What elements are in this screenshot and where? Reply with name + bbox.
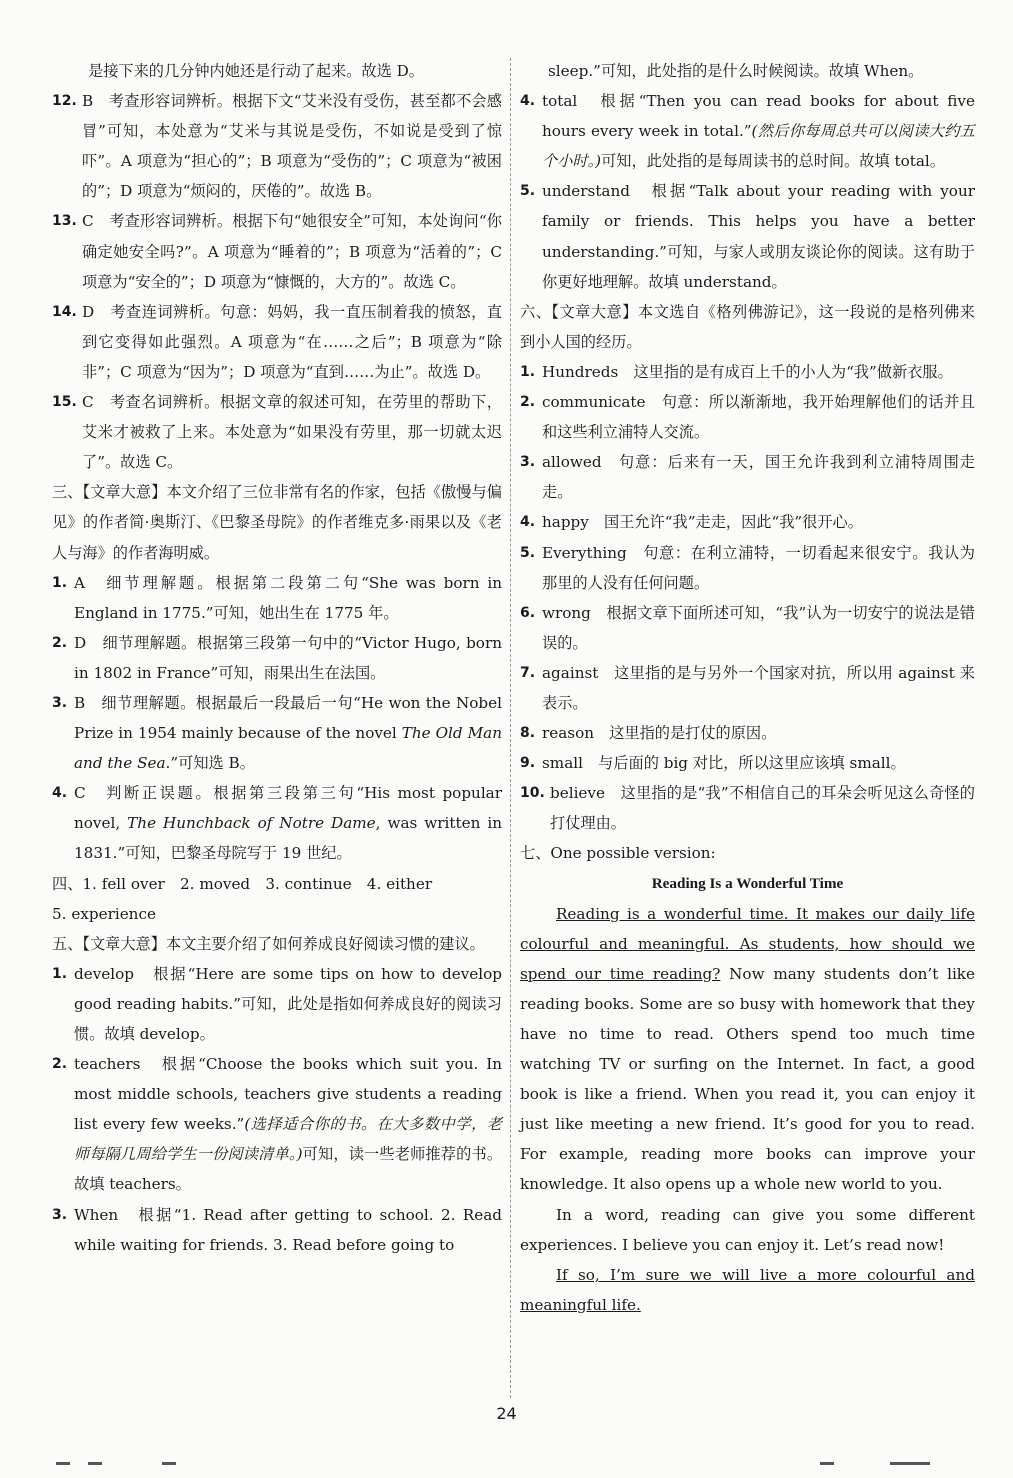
footer-mark <box>890 1462 930 1465</box>
essay-title: Reading Is a Wonderful Time <box>651 874 844 892</box>
s6-answer-4: 4. happy 国王允许“我”走走，因此“我”很开心。 <box>520 513 863 532</box>
answer-12: 12. B 考查形容词辨析。根据下文“艾米没有受伤，甚至都不会感冒”可知，本处意为“艾米与其说是受伤，不如说是受到了惊吓”。A 项意为“担心的”；B 项意为“受伤的”；C 项意为“被困的”；D 项意为“烦闷的，厌倦的”。故选 B。 <box>52 92 502 201</box>
s3-answer-4: 4. C 判断正误题。根据第三段第三句“His most popular novel, The Hunchback of Notre Dame, was written in 1831.”可知，巴黎圣母院写于 19 世纪。 <box>52 784 502 863</box>
s5-answer-5: 5. understand 根据“Talk about your reading with your family or friends. This helps you have a better understanding.”可知，与家人或朋友谈论你的阅读。这有助于你更好地理解。故填 understand。 <box>520 182 975 291</box>
section-4-line-2: 5. experience <box>52 904 156 923</box>
s3-answer-1: 1. A 细节理解题。根据第二段第二句“She was born in England in 1775.”可知，她出生在 1775 年。 <box>52 573 502 622</box>
s5-answer-2: 2. teachers 根据“Choose the books which suit you. In most middle schools, teachers give students a reading list every few weeks.”(选择适合你的书。在大多数中学，老师每隔几周给学生一份阅读清单。)可知，读一些老师推荐的书。故填 teachers。 <box>52 1055 503 1194</box>
continued-text-right: sleep.”可知，此处指的是什么时候阅读。故填 When。 <box>548 62 924 80</box>
s3-answer-2: 2. D 细节理解题。根据第三段第一句中的“Victor Hugo, born in 1802 in France”可知，雨果出生在法国。 <box>52 633 502 682</box>
answer-13: 13. C 考查形容词辨析。根据下句“她很安全”可知，本处询问“你确定她安全吗?”。A 项意为“睡着的”；B 项意为“活着的”；C 项意为“安全的”；D 项意为“慷慨的，大方的”。故选 C。 <box>52 212 502 291</box>
essay-paragraph-2: In a word, reading can give you some different experiences. I believe you can enjoy it. Let’s read now! <box>520 1205 975 1254</box>
s6-answer-1: 1. Hundreds 这里指的是有成百上千的小人为“我”做新衣服。 <box>520 362 953 381</box>
s6-answer-6: 6. wrong 根据文章下面所述可知，“我”认为一切安宁的说法是错误的。 <box>520 603 975 652</box>
section-7-heading: 七、One possible version: <box>520 844 716 863</box>
footer-mark <box>56 1462 70 1465</box>
s6-answer-7: 7. against 这里指的是与另外一个国家对抗，所以用 against 来表示。 <box>520 663 975 712</box>
s3-answer-3: 3. B 细节理解题。根据最后一段最后一句“He won the Nobel Prize in 1954 mainly because of the novel The Old Man and the Sea.”可知选 B。 <box>52 693 502 773</box>
essay-paragraph-1: Reading is a wonderful time. It makes our daily life colourful and meaningful. As students, how should we spend our time reading? Now many students don’t like reading books. Some are so busy with homework that they have no time to read. Others spend too much time watching TV or surfing on the Internet. In fact, a good book is like a friend. When you read it, you can enjoy it just like meeting a new friend. It’s good for you to read. For example, reading more books can improve your knowledge. It also opens up a whole new world to you. <box>520 904 975 1194</box>
s6-answer-8: 8. reason 这里指的是打仗的原因。 <box>520 724 777 743</box>
answer-14: 14. D 考查连词辨析。句意：妈妈，我一直压制着我的愤怒，直到它变得如此强烈。A 项意为“在……之后”；B 项意为“除非”；C 项意为“因为”；D 项意为“直到……为止”。故选 D。 <box>52 302 502 381</box>
s6-answer-2: 2. communicate 句意：所以渐渐地，我开始理解他们的话并且和这些利立浦特人交流。 <box>520 393 975 442</box>
s5-answer-1: 1. develop 根据“Here are some tips on how to develop good reading habits.”可知，此处是指如何养成良好的阅读习惯。故填 develop。 <box>52 964 502 1043</box>
page-number: 24 <box>496 1404 517 1423</box>
section-5-summary: 五、【文章大意】本文主要介绍了如何养成良好阅读习惯的建议。 <box>52 934 485 953</box>
s5-answer-4: 4. total 根据“Then you can read books for about five hours every week in total.”(然后你每周总共可以阅读大约五个小时。)可知，此处指的是每周读书的总时间。故填 total。 <box>520 92 975 171</box>
answer-15: 15. C 考查名词辨析。根据文章的叙述可知，在劳里的帮助下，艾米才被救了上来。本处意为“如果没有劳里，那一切就太迟了”。故选 C。 <box>52 393 502 472</box>
s5-answer-3: 3. When 根据“1. Read after getting to school. 2. Read while waiting for friends. 3. Read before going to <box>52 1205 502 1254</box>
s6-answer-3: 3. allowed 句意：后来有一天，国王允许我到利立浦特周围走走。 <box>520 453 975 502</box>
left-column <box>52 56 502 1260</box>
s6-answer-10: 10. believe 这里指的是“我”不相信自己的耳朵会听见这么奇怪的打仗理由。 <box>520 784 975 833</box>
s6-answer-9: 9. small 与后面的 big 对比，所以这里应该填 small。 <box>520 754 906 773</box>
essay-paragraph-3: If so, I’m sure we will live a more colourful and meaningful life. <box>520 1265 975 1314</box>
footer-mark <box>162 1462 176 1465</box>
continued-text: 是接下来的几分钟内她还是行动了起来。故选 D。 <box>88 62 424 80</box>
section-6-answers <box>520 357 975 839</box>
right-column <box>520 56 975 1320</box>
footer-mark <box>820 1462 834 1465</box>
section-6-summary: 六、【文章大意】本文选自《格列佛游记》，这一段说的是格列佛来到小人国的经历。 <box>520 302 975 351</box>
footer-mark <box>88 1462 102 1465</box>
section-4-line-1: 四、1. fell over 2. moved 3. continue 4. either <box>52 874 433 893</box>
section-3-summary: 三、【文章大意】本文介绍了三位非常有名的作家，包括《傲慢与偏见》的作者简·奥斯汀、《巴黎圣母院》的作者维克多·雨果以及《老人与海》的作者海明威。 <box>52 483 502 562</box>
s6-answer-5: 5. Everything 句意：在利立浦特，一切看起来很安宁。我认为那里的人没有任何问题。 <box>520 543 975 592</box>
column-divider <box>510 58 511 1398</box>
